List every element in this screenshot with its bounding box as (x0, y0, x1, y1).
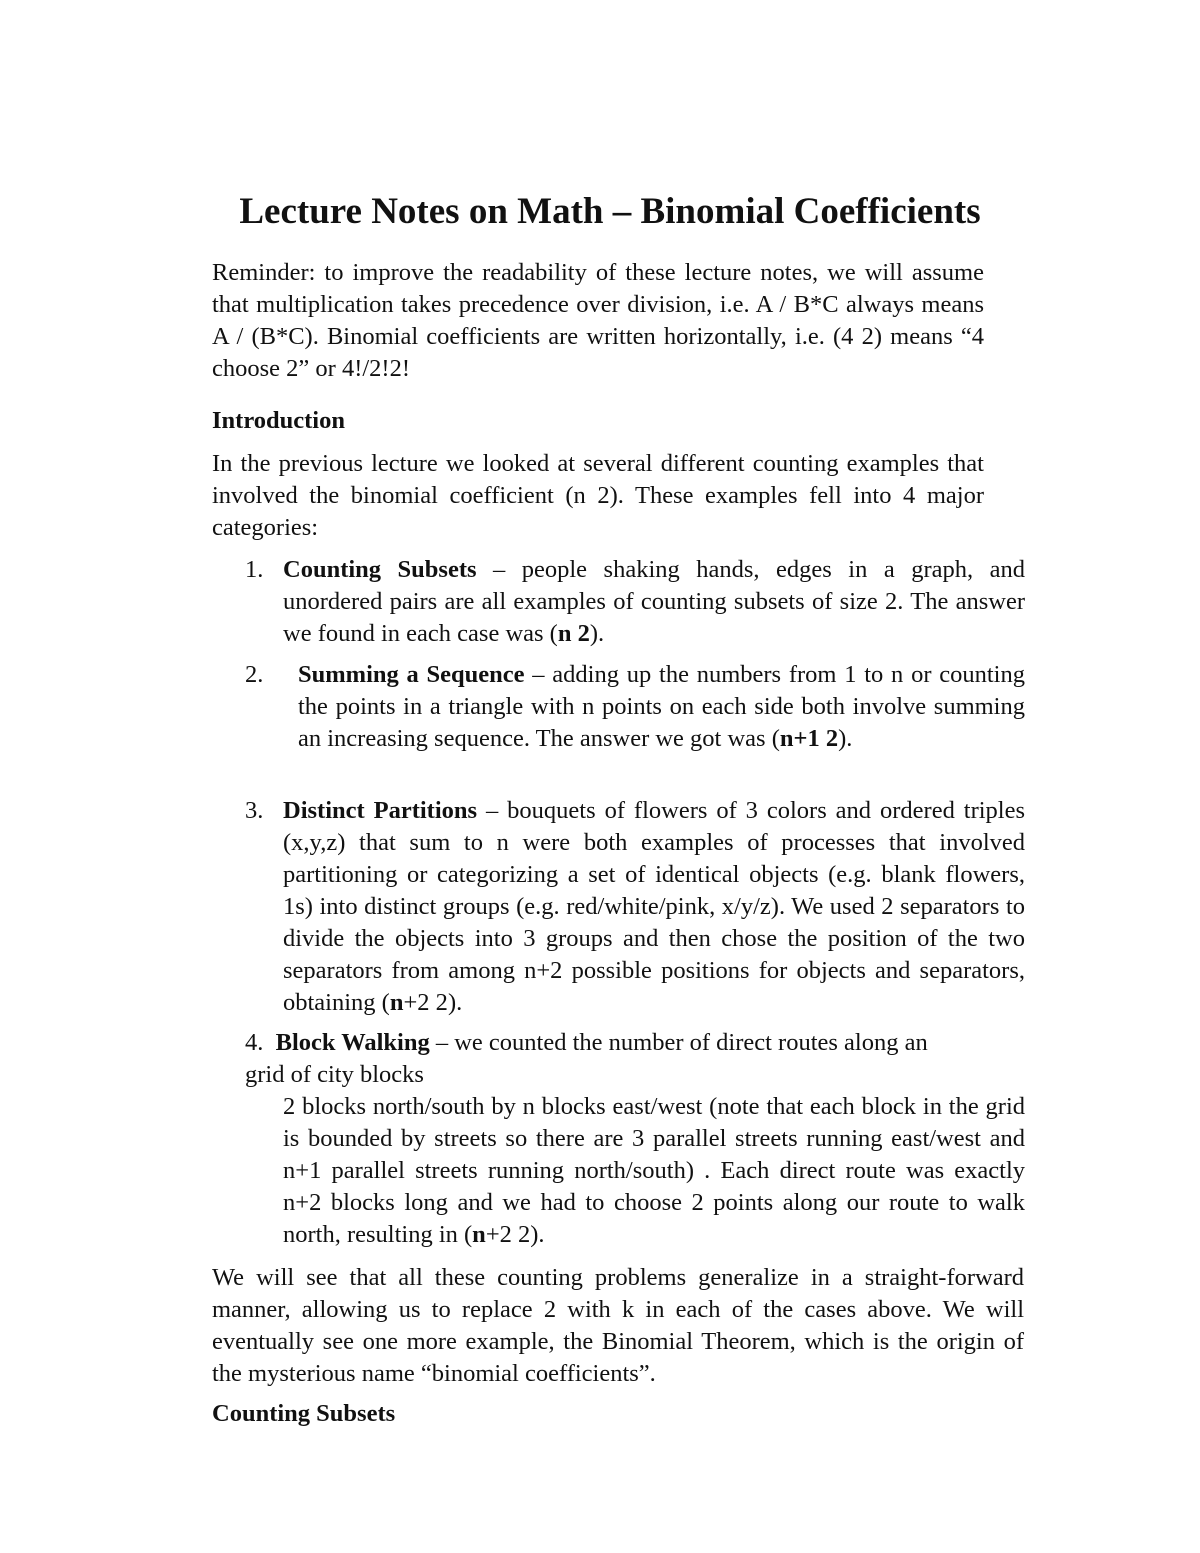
list-item-close: ). (447, 989, 463, 1016)
list-item-answer: n 2 (557, 620, 590, 647)
introduction-paragraph: In the previous lecture we looked at several different counting examples that involved the binomial coefficient (n 2). These examples fell into 4 major categories: (212, 450, 984, 541)
list-item-text (283, 554, 1025, 650)
list-item-number: 4. (245, 1029, 264, 1056)
list-item-title: Summing a Sequence (298, 661, 525, 688)
list-item-number: 3. (245, 797, 264, 824)
list-item-text (283, 795, 1025, 1019)
list-item-answer-rest: +2 2 (485, 1221, 531, 1248)
list-item-title: Counting Subsets (283, 556, 477, 583)
counting-subsets-heading: Counting Subsets (212, 1400, 396, 1427)
list-item-subtext-body: 2 blocks north/south by n blocks east/west (note that each block in the grid is bounded by streets so there are 3 parallel streets running east/west and n+1 parallel streets running north/south) . Each direct route was exactly n+2 blocks long and we had to choose 2 points along our route to walk north, resulting in ( (283, 1093, 1025, 1248)
list-item-title: Block Walking (275, 1029, 430, 1056)
introduction-heading: Introduction (212, 407, 345, 434)
list-item-title: Distinct Partitions (283, 797, 478, 824)
list-item-text (298, 659, 1025, 755)
document-title: Lecture Notes on Math – Binomial Coefficients (239, 191, 981, 232)
list-item-number: 1. (245, 556, 264, 583)
list-item-answer: n (472, 1221, 486, 1248)
list-item-number: 2. (245, 661, 264, 688)
reminder-paragraph: Reminder: to improve the readability of these lecture notes, we will assume that multiplication takes precedence over division, i.e. A / B*C always means A / (B*C). Binomial coefficients are written horizontally, i.e. (4 2) means “4 choose 2” or 4!/2!2! (212, 259, 984, 382)
list-item-description: – bouquets of flowers of 3 colors and ordered triples (x,y,z) that sum to n were both examples of processes that involved partitioning or categorizing a set of identical objects (e.g. blank flowers, 1s) into distinct groups (e.g. red/white/pink, x/y/z). We used 2 separators to divide the objects into 3 groups and then chose the position of the two separators from among n+2 possible positions for objects and separators, obtaining ( (283, 797, 1025, 1016)
list-item-answer: n (389, 989, 404, 1016)
list-item-description: – people shaking hands, edges in a graph, and unordered pairs are all examples of counting subsets of size 2. The answer we found in each case was ( (283, 556, 1025, 647)
list-item-description: – we counted the number of direct routes along an (429, 1029, 928, 1056)
list-item-description: – adding up the numbers from 1 to n or counting the points in a triangle with n points on each side both involve summing an increasing sequence. The answer we got was ( (298, 661, 1025, 752)
closing-paragraph: We will see that all these counting problems generalize in a straight-forward manner, allowing us to replace 2 with k in each of the cases above. We will eventually see one more example, the Binomial Theorem, which is the origin of the mysterious name “binomial coefficients”. (212, 1264, 1024, 1387)
list-item-subtext (283, 1091, 1025, 1251)
list-item-close: ). (589, 620, 605, 647)
list-item-text (245, 1027, 1025, 1059)
list-item-close: ). (838, 725, 853, 752)
list-item-answer-rest: +2 2 (403, 989, 448, 1016)
list-item-answer: n+1 2 (779, 725, 839, 752)
list-item-close: ). (530, 1221, 545, 1248)
list-item-continuation: grid of city blocks (245, 1061, 424, 1088)
